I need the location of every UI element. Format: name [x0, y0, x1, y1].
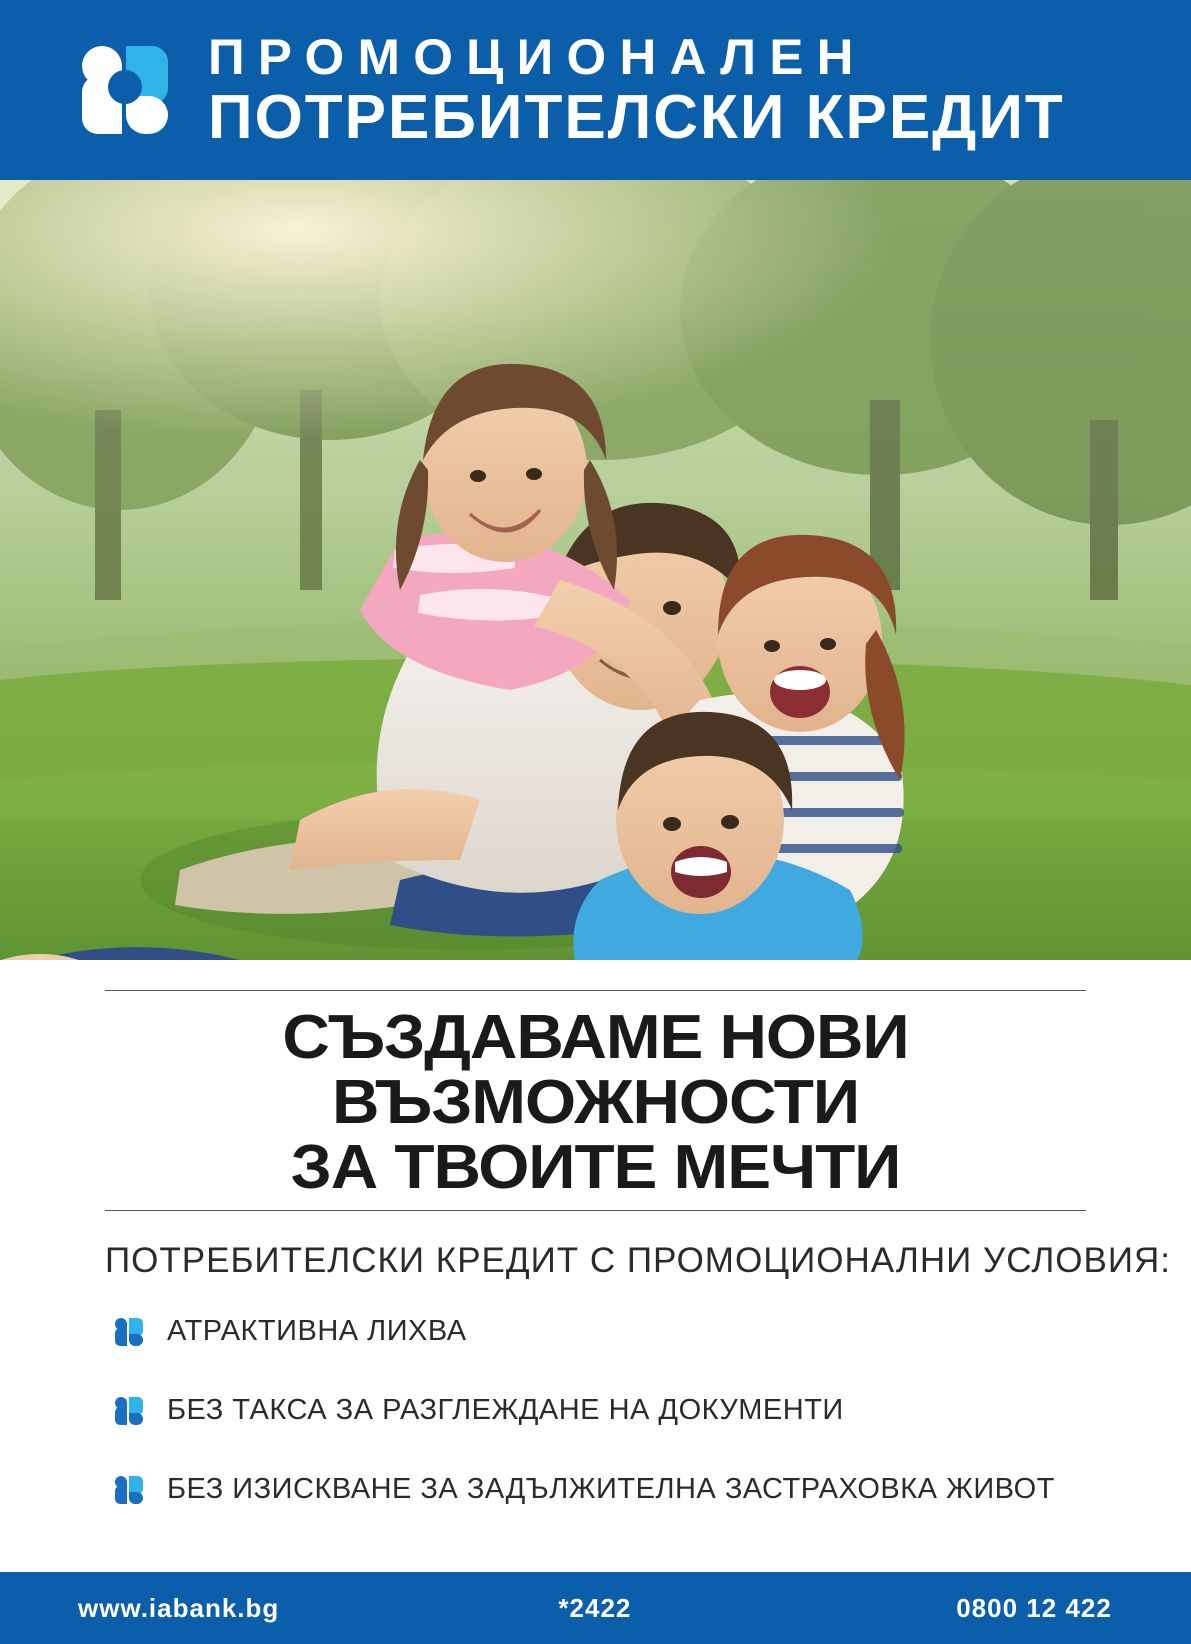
- pinwheel-bullet-icon: [115, 1475, 145, 1505]
- header-title-line1: ПРОМОЦИОНАЛЕН: [208, 28, 867, 85]
- page-title: [76, 991, 1116, 1210]
- hero-illustration: [0, 180, 1191, 960]
- list-item: [115, 1315, 1086, 1348]
- header-title-line2: ПОТРЕБИТЕЛСКИ КРЕДИТ: [208, 82, 1065, 152]
- subheading: ПОТРЕБИТЕЛСКИ КРЕДИТ С ПРОМОЦИОНАЛНИ УСЛОВИЯ:: [105, 1241, 1172, 1281]
- header-title-block: [200, 28, 1065, 152]
- poster-footer: [0, 1572, 1191, 1644]
- footer-phone[interactable]: 0800 12 422: [956, 1592, 1112, 1623]
- benefits-list: [105, 1315, 1086, 1506]
- list-item-label: БЕЗ ИЗИСКВАНЕ ЗА ЗАДЪЛЖИТЕЛНА ЗАСТРАХОВКА ЖИВОТ: [167, 1473, 1055, 1506]
- list-item: [115, 1473, 1086, 1506]
- footer-website[interactable]: www.iabank.bg: [78, 1592, 280, 1623]
- list-item: [115, 1394, 1086, 1427]
- hero-photo: [0, 180, 1191, 960]
- list-item-label: АТРАКТИВНА ЛИХВА: [167, 1315, 467, 1348]
- list-item-label: БЕЗ ТАКСА ЗА РАЗГЛЕЖДАНЕ НА ДОКУМЕНТИ: [167, 1394, 844, 1427]
- pinwheel-bullet-icon: [115, 1396, 145, 1426]
- iabank-pinwheel-logo-icon: [78, 40, 174, 136]
- poster-body: [0, 960, 1191, 1572]
- footer-short-number[interactable]: *2422: [558, 1592, 632, 1623]
- poster-header: [0, 0, 1191, 180]
- pinwheel-bullet-icon: [115, 1317, 145, 1347]
- headline-line-1: СЪЗДАВАМЕ НОВИ ВЪЗМОЖНОСТИ: [282, 1003, 909, 1138]
- headline-line-2: ЗА ТВОИТЕ МЕЧТИ: [290, 1133, 901, 1203]
